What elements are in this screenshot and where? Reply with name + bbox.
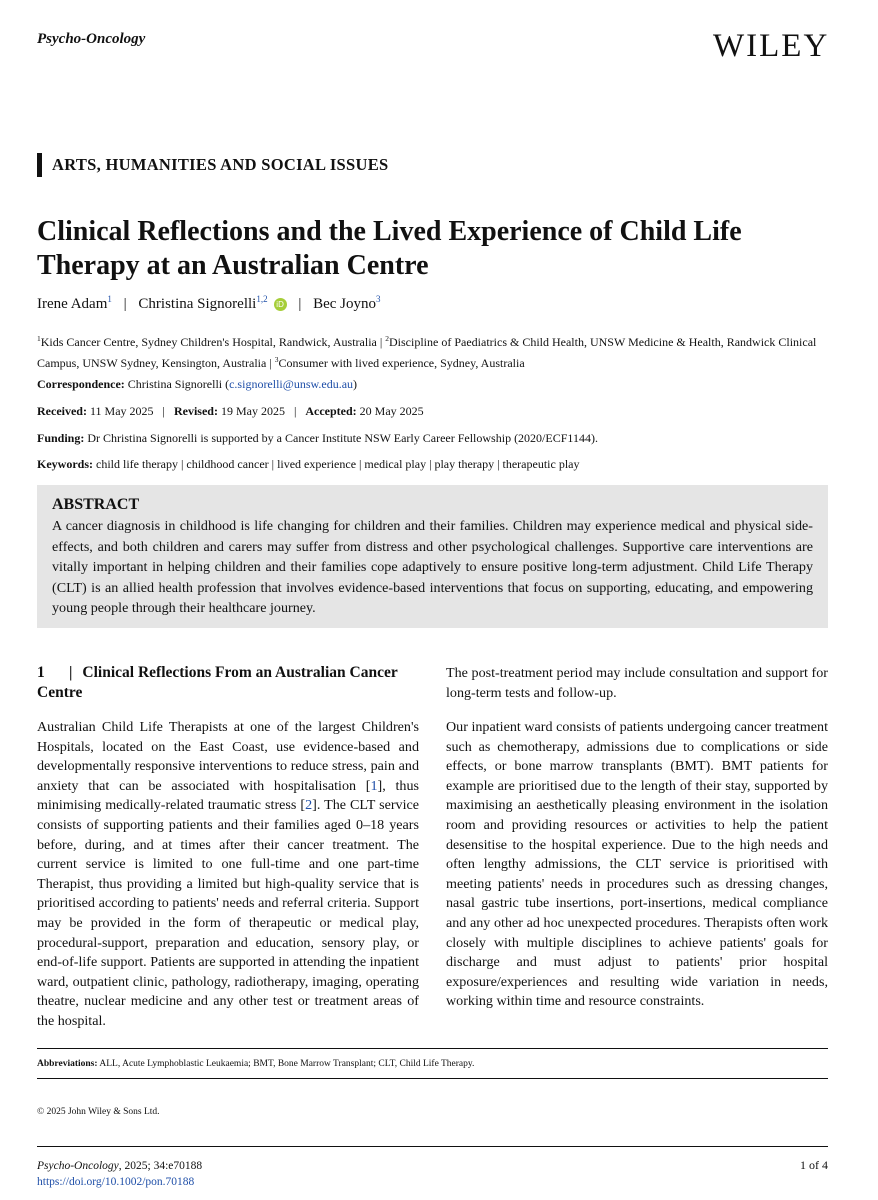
abbreviations: Abbreviations: ALL, Acute Lymphoblastic Leukaemia; BMT, Bone Marrow Transplant; CLT, Child Life Therapy. xyxy=(37,1059,475,1069)
citation-link[interactable]: 2 xyxy=(305,797,313,814)
section-heading: 1 | Clinical Reflections From an Australian Cancer Centre xyxy=(37,664,398,701)
email-link[interactable]: c.signorelli@unsw.edu.au xyxy=(229,377,354,391)
divider xyxy=(37,1048,828,1049)
divider xyxy=(37,1078,828,1079)
author-separator: | xyxy=(123,296,127,312)
affiliation-3: Consumer with lived experience, Sydney, Australia xyxy=(278,356,525,370)
correspondence: Correspondence: Christina Signorelli (c.signorelli@unsw.edu.au) xyxy=(37,377,358,391)
keywords: Keywords: child life therapy | childhood cancer | lived experience | medical play | play therapy | therapeutic play xyxy=(37,457,580,471)
author-name[interactable]: Irene Adam xyxy=(37,296,108,312)
abstract-box xyxy=(37,485,828,628)
abstract-heading: ABSTRACT xyxy=(52,496,140,513)
copyright: © 2025 John Wiley & Sons Ltd. xyxy=(37,1107,160,1117)
section-label: ARTS, HUMANITIES AND SOCIAL ISSUES xyxy=(52,155,389,174)
author-name[interactable]: Bec Joyno xyxy=(313,296,377,312)
article-dates: Received: 11 May 2025 | Revised: 19 May 2025 | Accepted: 20 May 2025 xyxy=(37,404,424,418)
author-affiliation-sup: 3 xyxy=(376,294,381,304)
abstract-text: A cancer diagnosis in childhood is life changing for children and their families. Children may experience medical and physical side-effects, and both children and carers may suffer from distress and other psychological challenges. Supportive care interventions are vitally important in helping children and their families cope adaptively to ensure positive long-term adjustment. Child Life Therapy (CLT) is an allied health profession that involves evidence-based interventions that focus on supporting, educating, and empowering young people through their healthcare journey. xyxy=(52,518,813,616)
received-date: 11 May 2025 xyxy=(89,404,154,418)
journal-name: Psycho-Oncology xyxy=(37,31,146,47)
author-affiliation-sup: 1,2 xyxy=(256,294,268,304)
accepted-date: 20 May 2025 xyxy=(359,404,424,418)
affiliations: $^1$Kids Cancer Centre, Sydney Children's Hospital, Randwick, Australia | $^2$Discipline of Paediatrics & Child Health, UNSW Medicine & Health, Randwick Clinical Campus, UNSW Sydney, Kensington, Australia | $^3$Consumer with lived experience, Sydney, Australia xyxy=(37,334,817,370)
affiliation-2: Discipline of Paediatrics & Child Health, UNSW Medicine & Health, Randwick Clinical Campus, UNSW Sydney, Kensington, Australia xyxy=(37,335,817,370)
body-paragraph: Our inpatient ward consists of patients undergoing cancer treatment such as chemotherapy, admissions due to complications or side effects, or bone marrow transplants (BMT). BMT patients for example are prioritised due to the length of their stay, supported by maximising an aesthetically pleasing environment in the isolation room and providing resources or activities to help the patient desensitise to the hospital experience. Due to the high needs and often lengthy admissions, the CLT service is prioritised with meeting patients' needs in procedures such as dressing changes, nasal gastric tube insertions, port-insertions, medical compliance and any other ad hoc unexpected procedures. Therapists often work closely with multiple disciplines to achieve patients' goals for discharge and must adjust to patients' prior hospital exposure/experiences and resulting wide variation in needs, working within time and resource constraints. xyxy=(446,719,828,1010)
author-affiliation-sup: 1 xyxy=(107,294,112,304)
section-bar xyxy=(37,153,42,177)
article-title: Clinical Reflections and the Lived Experience of Child Life Therapy at an Australian Centre xyxy=(37,216,742,281)
affiliation-1: Kids Cancer Centre, Sydney Children's Hospital, Randwick, Australia xyxy=(40,335,377,349)
citation-link[interactable]: 1 xyxy=(370,777,378,794)
body-paragraph: Australian Child Life Therapists at one of the largest Children's Hospitals, located on the East Coast, use evidence-based and developmentally responsive interventions to reduce stress, pain and anxiety that can be associated with hospitalisation [1], thus minimising medically-related traumatic stress [2]. The CLT service consists of supporting patients and their families aged 0–18 years before, during, and at times after their cancer treatment. The current service is limited to one full-time and one part-time Therapist, thus providing a limited but high-quality service that is prioritised according to patients' needs and referral criteria. Support may be provided in the form of therapeutic or medical play, procedural-support, preparation and education, sensory play, or end-of-life support. Patients are supported in attending the inpatient ward, outpatient clinic, pathology, radiotherapy, imaging, operating theatre, nuclear medicine and any other test or treatment areas of the hospital. xyxy=(37,719,419,1029)
divider xyxy=(37,1146,828,1147)
footer-citation: Psycho-Oncology, 2025; 34:e70188 https://doi.org/10.1002/pon.70188 xyxy=(37,1160,203,1188)
body-paragraph: The post-treatment period may include consultation and support for long-term tests and follow-up. xyxy=(446,665,828,701)
author-separator: | xyxy=(298,296,302,312)
author-name[interactable]: Christina Signorelli xyxy=(138,296,257,312)
footer-journal: Psycho-Oncology xyxy=(37,1160,119,1172)
funding: Funding: Dr Christina Signorelli is supported by a Cancer Institute NSW Early Career Fellowship (2020/ECF1144). xyxy=(37,431,598,445)
revised-date: 19 May 2025 xyxy=(220,404,285,418)
doi-link[interactable]: https://doi.org/10.1002/pon.70188 xyxy=(37,1176,195,1188)
author-list xyxy=(37,294,381,313)
page-number: 1 of 4 xyxy=(800,1158,828,1172)
orcid-icon[interactable]: iD xyxy=(274,298,287,311)
publisher-logo: WILEY xyxy=(713,28,830,64)
